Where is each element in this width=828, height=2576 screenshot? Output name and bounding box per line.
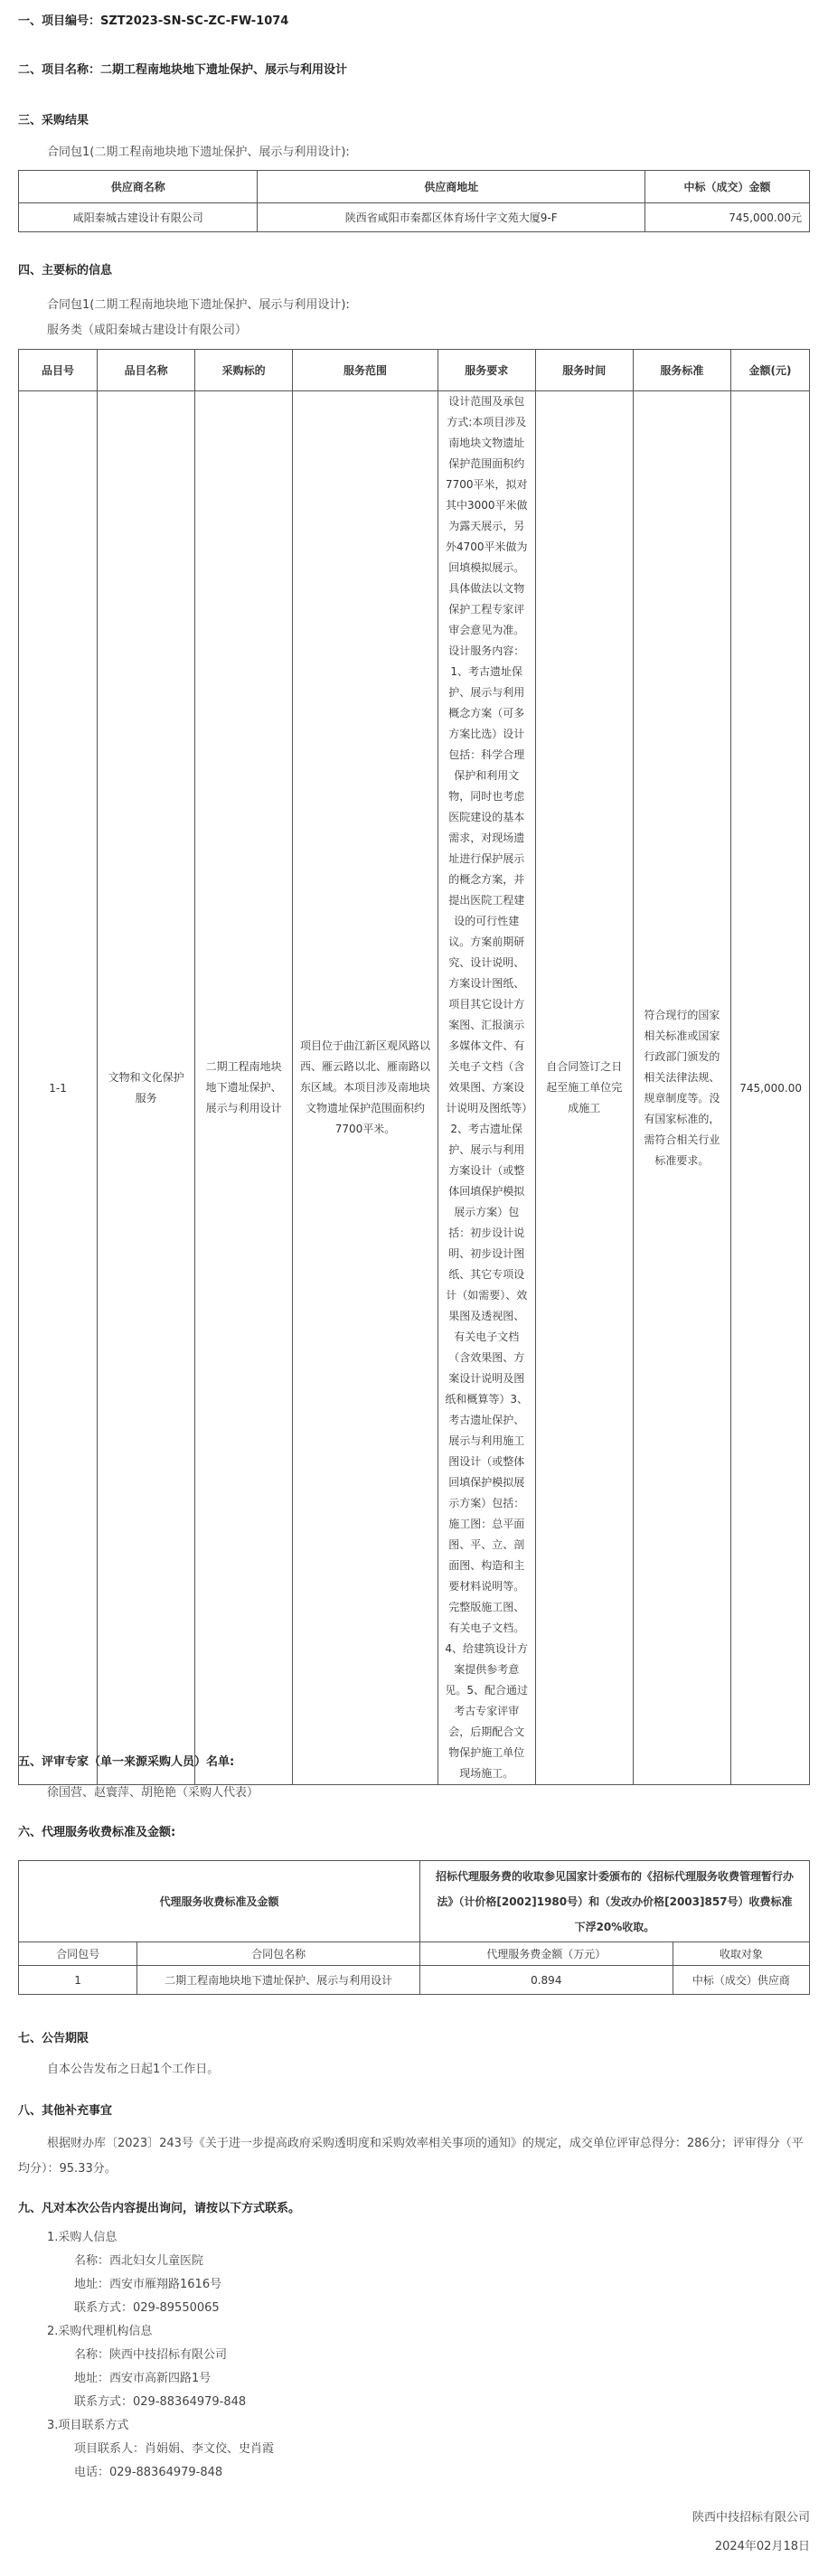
agency-heading: 2.采购代理机构信息 — [47, 2325, 153, 2338]
header-package-no: 合同包号 — [19, 1942, 137, 1966]
fee-amount: 0.894 — [419, 1966, 673, 1995]
section-4-title: 四、主要标的信息 — [18, 264, 113, 277]
header-bid-amount: 中标（成交）金额 — [645, 171, 810, 203]
service-scope: 项目位于曲江新区观风路以西、雁云路以北、雁南路以东区域。本项目涉及南地块文物遗址保护范围面积约7700平米。 — [293, 391, 438, 1785]
service-requirement: 设计范围及承包方式:本项目涉及南地块文物遗址保护范围面积约7700平米，拟对其中3000平米做为露天展示，另外4700平米做为回填模拟展示。具体做法以文物保护工程专家评审会意见为准。设计服务内容：1、考古遗址保护、展示与利用概念方案（可多方案比选）设计包括：科学合理保护和利用文物，同时也考虑医院建设的基本需求，对现场遗址进行保护展示的概念方案，并提出医院工程建设的可行性建议。方案前期研究、设计说明、方案设计图纸、项目其它设计方案图、汇报演示多媒体文件、有关电子文档（含效果图、方案设计说明及图纸等）2、考古遗址保护、展示与利用方案设计（或整体回填保护模拟展示方案）包括：初步设计说明、初步设计图纸、其它专项设计（如需要）、效果图及透视图、有关电子文档（含效果图、方案设计说明及图纸和概算等）3、考古遗址保护、展示与利用施工图设计（或整体回填保护模拟展示方案）包括：施工图：总平面图、平、立、剖面图、构造和主要材料说明等。完整版施工图、有关电子文档。4、给建筑设计方案提供参考意见。5、配合通过考古专家评审会，后期配合文物保护施工单位现场施工。 — [438, 391, 535, 1785]
header-item-name: 品目名称 — [98, 350, 195, 391]
header-requirement: 服务要求 — [438, 350, 535, 391]
expert-names: 徐国营、赵寰萍、胡艳艳（采购人代表） — [47, 1786, 259, 1800]
service-standard: 符合现行的国家相关标准或国家行政部门颁发的相关法律法规、规章制度等。没有国家标准的，需符合相关行业标准要求。 — [633, 391, 730, 1785]
header-package-name: 合同包名称 — [137, 1942, 420, 1966]
fee-payer: 中标（成交）供应商 — [673, 1966, 809, 1995]
project-contact-persons: 项目联系人：肖娟娟、李文佼、史肖霞 — [74, 2442, 275, 2456]
header-scope: 服务范围 — [293, 350, 438, 391]
purchaser-heading: 1.采购人信息 — [47, 2231, 118, 2244]
section-9-title: 九、凡对本次公告内容提出询问，请按以下方式联系。 — [18, 2202, 301, 2215]
header-item-no: 品目号 — [19, 350, 98, 391]
procurement-target: 二期工程南地块地下遗址保护、展示与利用设计 — [195, 391, 293, 1785]
supplementary-text: 根据财办库〔2023〕243号《关于进一步提高政府采购透明度和采购效率相关事项的通知》的规定，成交单位评审总得分：286分；评审得分（平均分）：95.33分。 — [18, 2137, 804, 2176]
project-contact-phone: 电话：029-88364979-848 — [74, 2466, 223, 2479]
header-time: 服务时间 — [535, 350, 633, 391]
project-contact-heading: 3.项目联系方式 — [47, 2419, 129, 2432]
section-5-title: 五、评审专家（单一来源采购人员）名单: — [18, 1755, 235, 1769]
header-target: 采购标的 — [195, 350, 293, 391]
footer-date: 2024年02月18日 — [714, 2540, 810, 2553]
agency-fee-description: 招标代理服务费的收取参见国家计委颁布的《招标代理服务收费管理暂行办法》（计价格[2002]1980号）和（发改办价格[2003]857号）收费标准下浮20%收取。 — [419, 1861, 809, 1942]
procurement-result-table — [18, 170, 810, 232]
agency-address: 地址：西安市高新四路1号 — [74, 2372, 212, 2385]
section-8-title: 八、其他补充事宜 — [18, 2104, 113, 2118]
header-fee-payer: 收取对象 — [673, 1942, 809, 1966]
header-fee-amount: 代理服务费金额（万元） — [419, 1942, 673, 1966]
service-time: 自合同签订之日起至施工单位完成施工 — [535, 391, 633, 1785]
supplier-name: 咸阳秦城古建设计有限公司 — [19, 203, 258, 232]
project-number: 一、项目编号：SZT2023-SN-SC-ZC-FW-1074 — [18, 14, 289, 28]
item-name: 文物和文化保护服务 — [98, 391, 195, 1785]
header-supplier-name: 供应商名称 — [19, 171, 258, 203]
agency-name: 名称：陕西中技招标有限公司 — [74, 2348, 228, 2362]
section-4-category: 服务类（咸阳秦城古建设计有限公司） — [47, 324, 248, 337]
project-name: 二、项目名称：二期工程南地块地下遗址保护、展示与利用设计 — [18, 63, 348, 77]
section-3-package: 合同包1(二期工程南地块地下遗址保护、展示与利用设计): — [47, 146, 350, 159]
bid-amount: 745,000.00元 — [645, 203, 810, 232]
item-no: 1-1 — [19, 391, 98, 1785]
section-3-title: 三、采购结果 — [18, 114, 89, 127]
agency-fee-table — [18, 1860, 810, 1995]
header-standard: 服务标准 — [633, 350, 730, 391]
purchaser-phone: 联系方式：029-89550065 — [74, 2301, 220, 2315]
supplier-address: 陕西省咸阳市秦都区体育场什字文苑大厦9-F — [258, 203, 645, 232]
announcement-period: 自本公告发布之日起1个工作日。 — [47, 2063, 220, 2076]
header-supplier-address: 供应商地址 — [258, 171, 645, 203]
package-no: 1 — [19, 1966, 137, 1995]
section-7-title: 七、公告期限 — [18, 2032, 89, 2045]
footer-organization: 陕西中技招标有限公司 — [692, 2511, 810, 2524]
agency-fee-label: 代理服务收费标准及金额 — [19, 1861, 420, 1942]
purchaser-name: 名称：西北妇女儿童医院 — [74, 2254, 204, 2268]
agency-phone: 联系方式：029-88364979-848 — [74, 2395, 247, 2409]
main-subject-table — [18, 349, 810, 1785]
section-4-package: 合同包1(二期工程南地块地下遗址保护、展示与利用设计): — [47, 298, 350, 312]
section-6-title: 六、代理服务收费标准及金额: — [18, 1826, 176, 1839]
package-name: 二期工程南地块地下遗址保护、展示与利用设计 — [137, 1966, 420, 1995]
item-amount: 745,000.00 — [730, 391, 809, 1785]
header-amount: 金额(元) — [730, 350, 809, 391]
purchaser-address: 地址：西安市雁翔路1616号 — [74, 2278, 222, 2291]
